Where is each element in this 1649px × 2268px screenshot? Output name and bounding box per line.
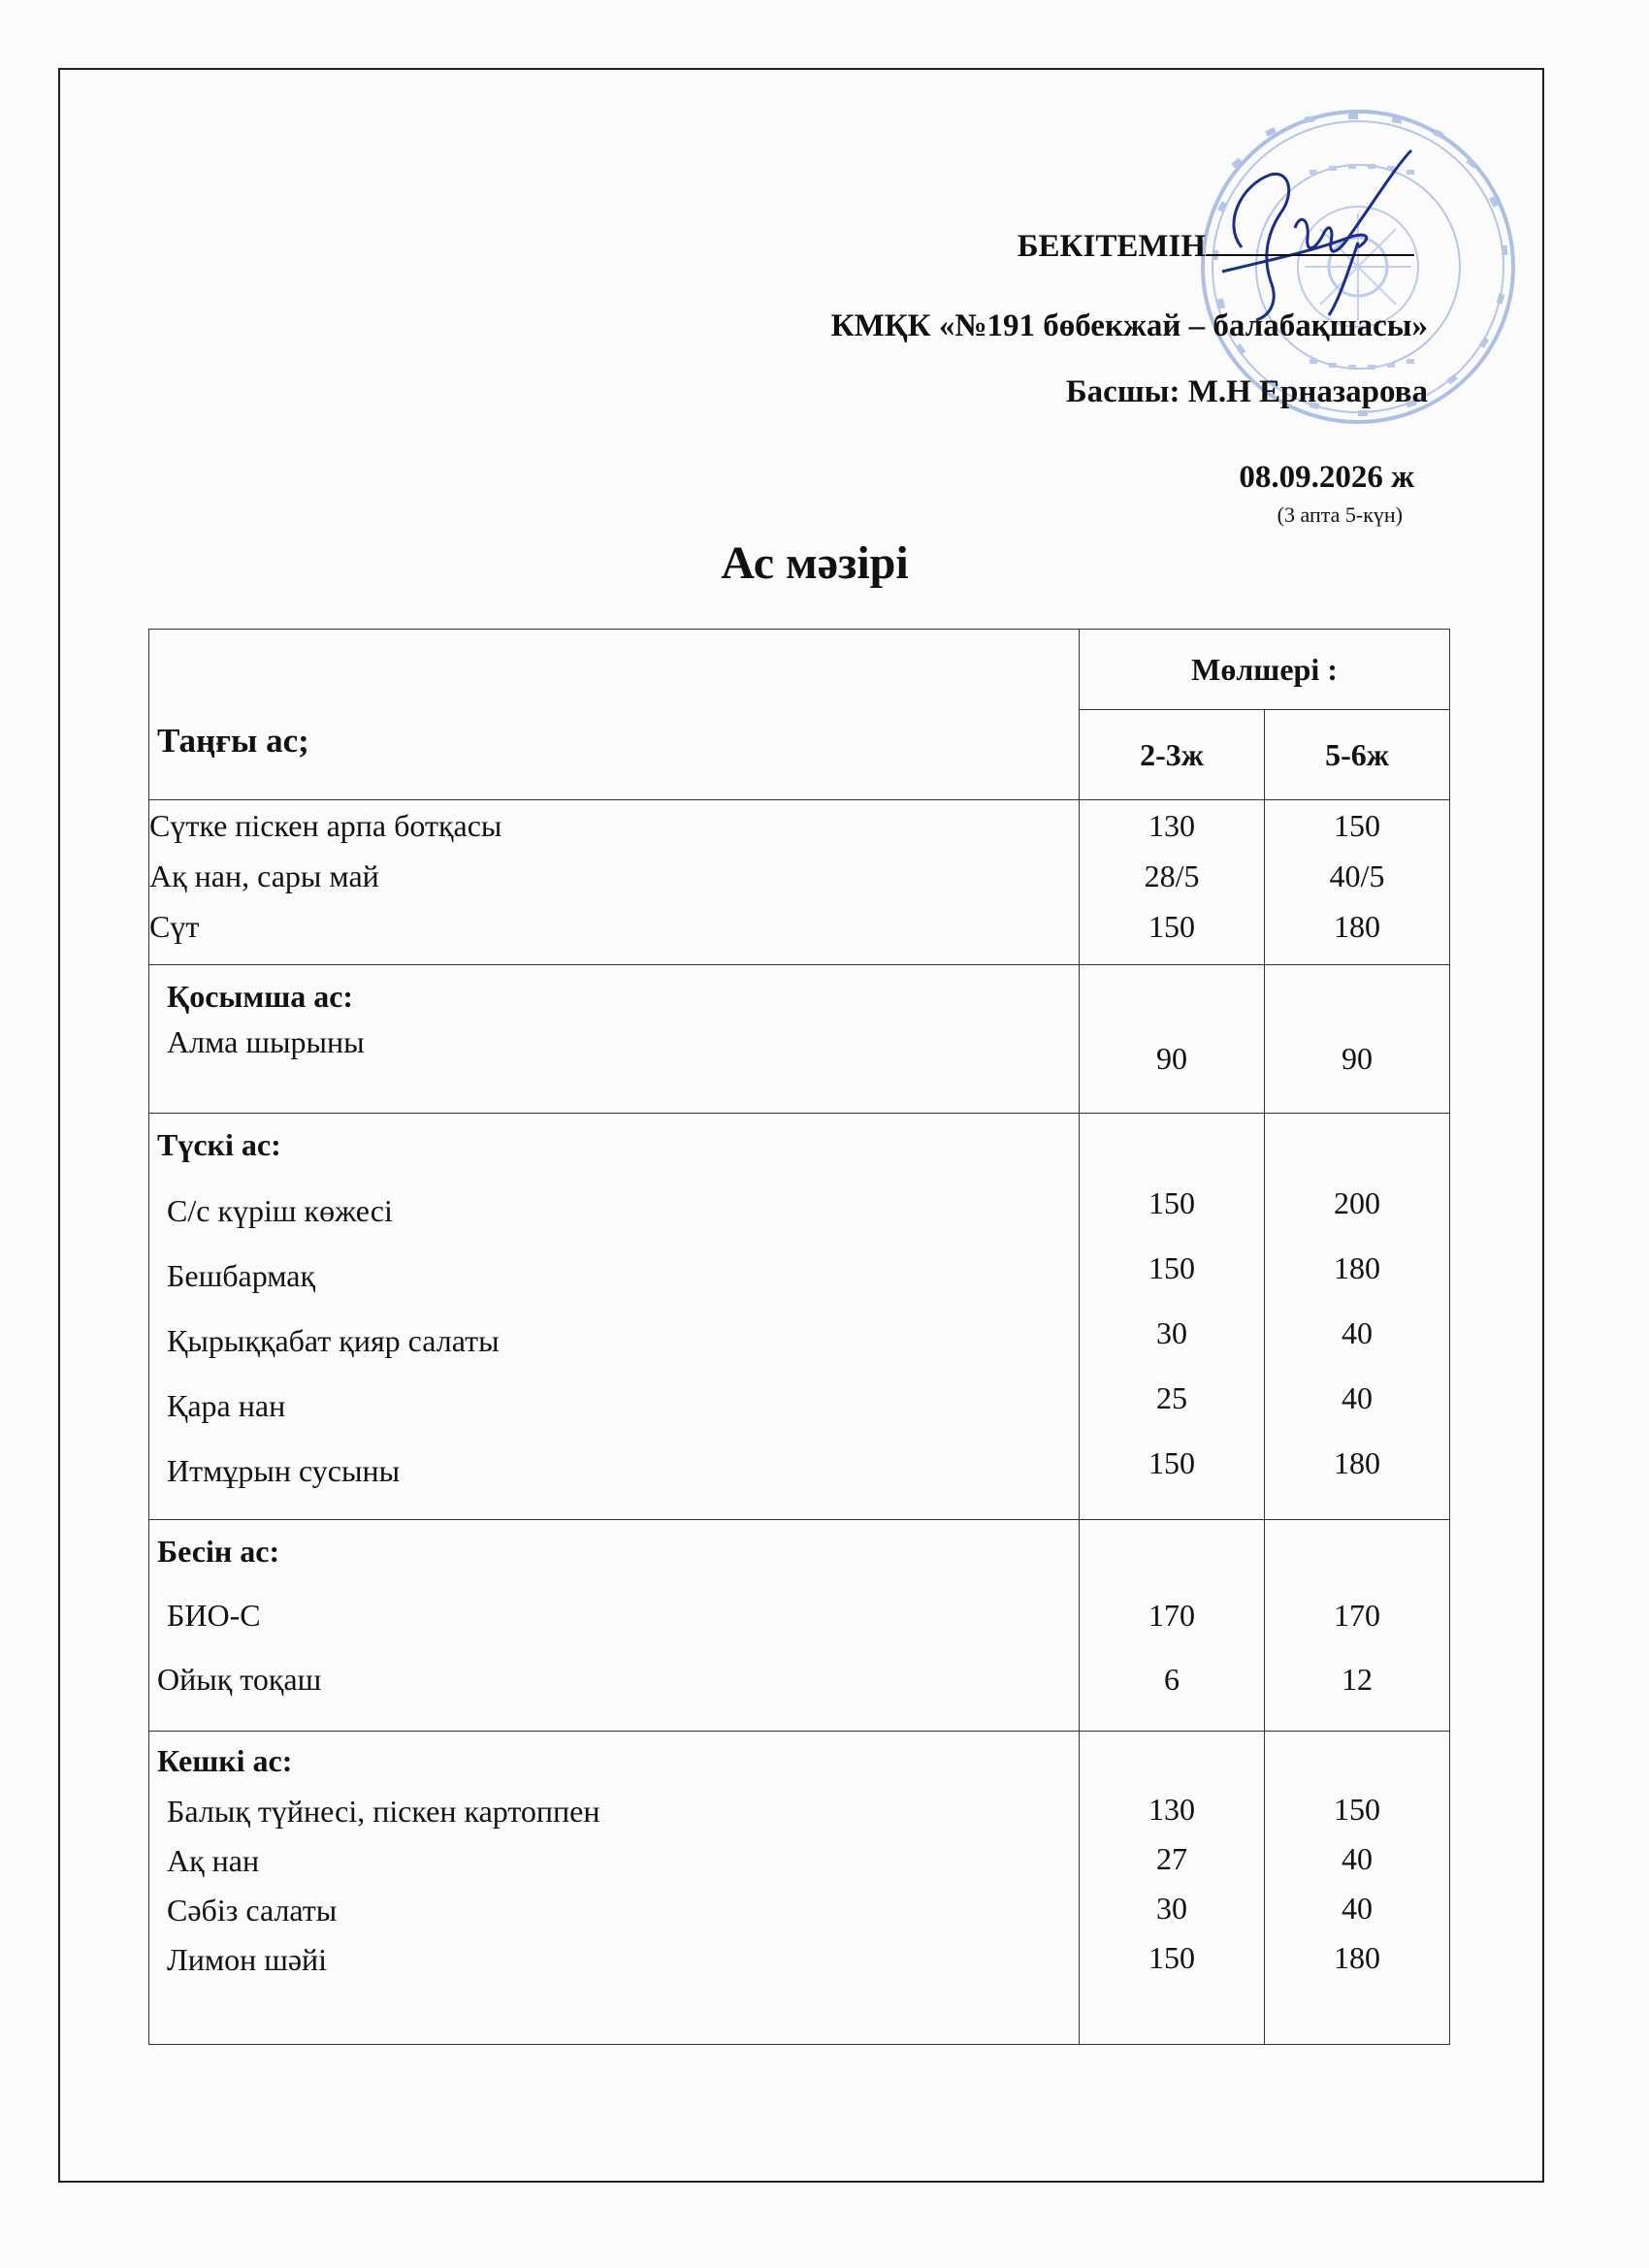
qty-5-6: 180 [1334,1250,1380,1285]
head-name: Басшы: М.Н Ерназарова [1065,374,1428,409]
menu-date: 08.09.2026 ж [1239,460,1414,495]
organization-name: КМҚК «№191 бөбекжай – балабақшасы» [830,308,1428,343]
section-title: Түскі ас: [157,1127,281,1162]
week-day-note: (3 апта 5-күн) [1277,502,1403,527]
menu-item-name: Ақ нан, сары май [149,859,379,893]
section-title: Кешкі ас: [157,1743,293,1778]
lunch-block [149,1114,1450,1520]
breakfast-header: Таңғы ас; [149,630,1080,800]
qty-5-6: 170 [1334,1598,1380,1633]
menu-item-name: Сүтке піскен арпа ботқасы [149,808,502,843]
qty-5-6: 150 [1334,1792,1380,1827]
section-title: Қосымша ас: [167,979,354,1014]
qty-5-6: 40 [1342,1891,1373,1926]
qty-5-6: 180 [1334,1445,1380,1480]
qty-5-6: 40/5 [1329,859,1385,893]
qty-5-6: 12 [1342,1662,1373,1697]
breakfast-block [149,800,1450,965]
qty-2-3: 150 [1148,1445,1195,1480]
menu-item-name: Лимон шәйі [167,1942,328,1977]
quantity-header: Мөлшері : [1080,630,1450,710]
qty-2-3: 6 [1164,1662,1180,1697]
qty-2-3: 25 [1156,1380,1187,1415]
menu-item-name: Итмұрын сусыны [167,1453,401,1488]
qty-2-3: 150 [1148,1250,1195,1285]
menu-item-name: Алма шырыны [167,1024,365,1059]
menu-item-name: Ойық тоқаш [157,1662,322,1697]
page-title: Ас мәзірі [721,537,909,589]
qty-2-3: 150 [1148,909,1195,944]
menu-table [148,629,1450,2045]
approve-label: БЕКІТЕМІН [1017,229,1206,264]
qty-5-6: 40 [1342,1841,1373,1876]
menu-item-name: Қара нан [167,1388,286,1423]
qty-2-3: 30 [1156,1891,1187,1926]
qty-2-3: 30 [1156,1315,1187,1350]
qty-5-6: 180 [1334,909,1380,944]
menu-item-name: БИО-С [167,1598,261,1633]
qty-2-3: 130 [1148,1792,1195,1827]
qty-5-6: 180 [1334,1940,1380,1975]
section-title: Бесін ас: [157,1534,280,1569]
approval-line [1018,225,1414,265]
menu-item-name: Бешбармақ [167,1258,315,1293]
menu-item-name: Балық түйнесі, піскен картоппен [167,1794,600,1829]
qty-5-6: 200 [1334,1185,1380,1220]
menu-item-name: Сәбіз салаты [167,1893,338,1928]
menu-item-name: Ақ нан [167,1843,260,1878]
qty-5-6: 40 [1342,1380,1373,1415]
qty-2-3: 150 [1148,1185,1195,1220]
qty-5-6: 40 [1342,1315,1373,1350]
dinner-block [149,1732,1450,2045]
qty-5-6: 90 [1342,1041,1373,1076]
menu-item-name: Сүт [149,909,200,944]
qty-2-3: 90 [1156,1041,1187,1076]
qty-2-3: 170 [1148,1598,1195,1633]
signature-underline [1206,225,1414,256]
menu-item-name: С/с күріш көжесі [167,1193,393,1228]
qty-2-3: 27 [1156,1841,1187,1876]
qty-2-3: 28/5 [1144,859,1200,893]
afternoon-block [149,1520,1450,1732]
menu-item-name: Қырыққабат қияр салаты [167,1323,500,1358]
age-group-5-6: 5-6ж [1265,710,1450,800]
qty-2-3: 150 [1148,1940,1195,1975]
snack-block [149,965,1450,1114]
qty-2-3: 130 [1148,808,1195,843]
age-group-2-3: 2-3ж [1080,710,1265,800]
qty-5-6: 150 [1334,808,1380,843]
